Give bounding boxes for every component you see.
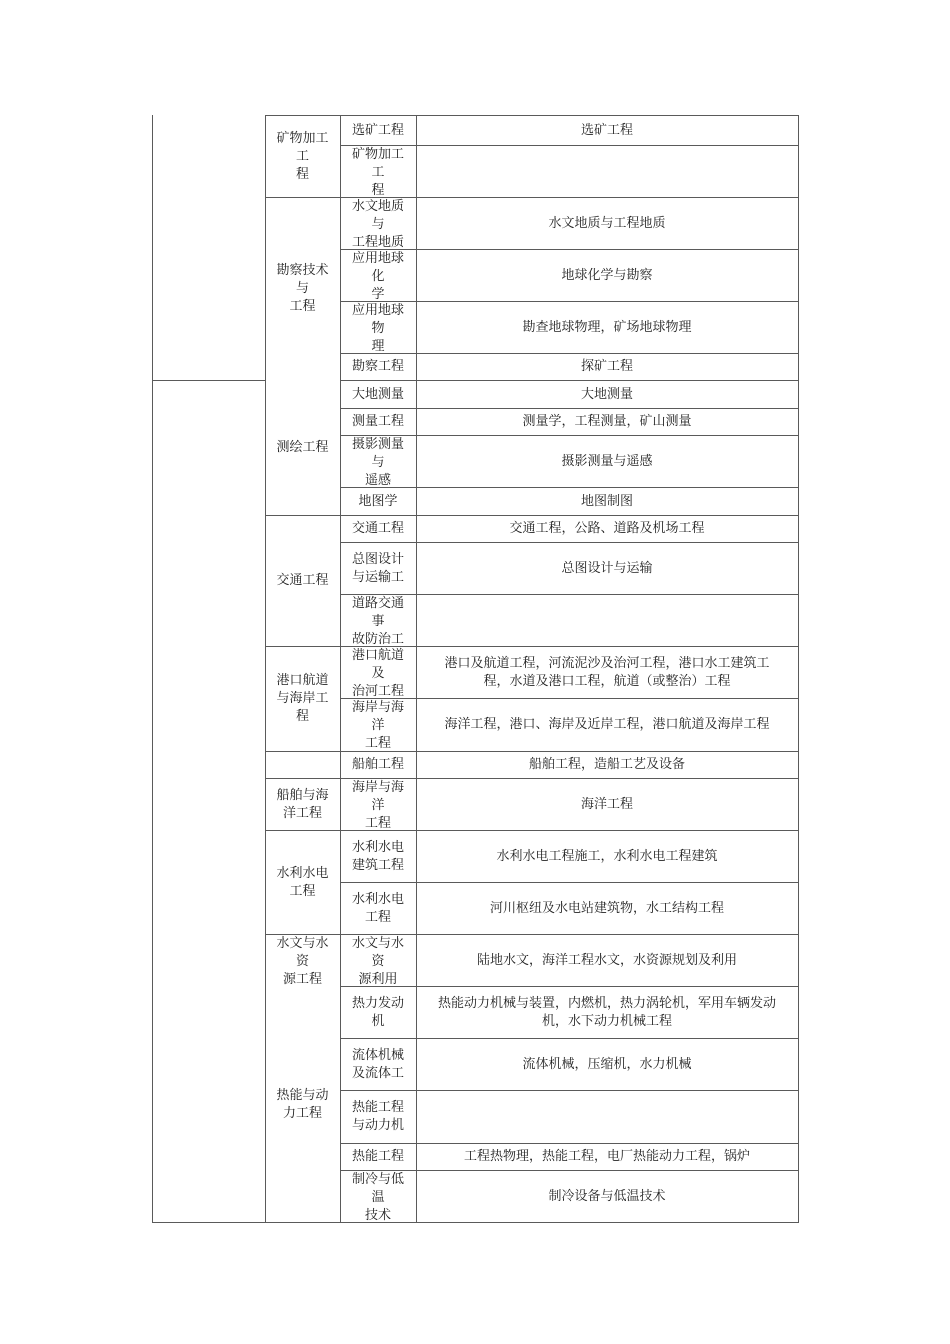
subject-detail: 摄影测量与遥感	[561, 454, 653, 469]
table-rule	[152, 115, 153, 1223]
group-label: 交通工程	[276, 573, 329, 588]
table-rule	[798, 115, 799, 1223]
subject-detail	[426, 595, 788, 646]
subject-name: 应用地球 物 理	[351, 303, 404, 353]
subject-detail: 流体机械，压缩机，水力机械	[522, 1057, 692, 1072]
subject-name: 海岸与海 洋 工程	[351, 780, 404, 830]
group-label: 热能与动 力工程	[276, 1088, 329, 1121]
subject-detail: 总图设计与运输	[561, 561, 653, 576]
subject-name: 热力发动 机	[351, 996, 404, 1029]
subject-name: 热能工程 与动力机	[351, 1100, 404, 1133]
subject-name: 制冷与低 温 技术	[351, 1172, 404, 1222]
subject-detail: 测量学，工程测量，矿山测量	[522, 414, 692, 429]
subject-detail: 勘查地球物理，矿场地球物理	[522, 320, 692, 335]
subject-name: 大地测量	[351, 387, 404, 402]
subject-name: 地图学	[358, 494, 398, 509]
subject-name: 热能工程	[351, 1149, 404, 1164]
subject-detail: 地图制图	[580, 494, 633, 509]
subject-name: 矿物加工 工 程	[351, 147, 404, 197]
subject-name: 测量工程	[351, 414, 404, 429]
subject-name: 摄影测量 与 遥感	[351, 437, 404, 487]
table-rule	[340, 115, 341, 1223]
subject-detail: 水利水电工程施工，水利水电工程建筑	[496, 849, 718, 864]
table-rule	[152, 1222, 799, 1223]
subject-name: 选矿工程	[351, 123, 404, 138]
group-label	[271, 752, 334, 778]
subject-name: 海岸与海 洋 工程	[351, 700, 404, 751]
subject-detail: 河川枢纽及水电站建筑物，水工结构工程	[489, 901, 724, 916]
subject-detail: 陆地水文，海洋工程水文，水资源规划及利用	[476, 953, 737, 968]
group-label: 勘察技术 与 工程	[276, 263, 329, 314]
table-rule	[265, 115, 266, 1223]
group-label: 港口航道 与海岸工 程	[276, 673, 329, 724]
subject-name: 应用地球 化 学	[351, 251, 404, 301]
subject-detail: 海洋工程，港口、海岸及近岸工程，港口航道及海岸工程	[444, 717, 770, 732]
table-rule	[152, 380, 265, 381]
subject-name: 水文地质 与 工程地质	[351, 199, 404, 249]
subject-name: 流体机械 及流体工	[351, 1048, 404, 1081]
subject-name: 交通工程	[351, 521, 404, 536]
subject-detail: 水文地质与工程地质	[548, 216, 666, 231]
subject-name: 港口航道 及 治河工程	[351, 648, 404, 698]
subject-detail: 热能动力机械与装置，内燃机，热力涡轮机，军用车辆发动 机，水下动力机械工程	[437, 996, 776, 1029]
subject-detail	[426, 1091, 788, 1143]
subject-name: 总图设计 与运输工	[351, 552, 404, 585]
subject-detail: 海洋工程	[580, 797, 633, 812]
subject-detail	[426, 146, 788, 197]
subject-detail: 交通工程，公路、道路及机场工程	[509, 521, 705, 536]
subject-detail: 选矿工程	[580, 123, 633, 138]
subject-detail: 港口及航道工程，河流泥沙及治河工程，港口水工建筑工 程，水道及港口工程，航道（或整治）工程	[444, 656, 770, 689]
subject-detail: 地球化学与勘察	[561, 268, 653, 283]
subject-name: 水利水电 工程	[351, 892, 404, 925]
subject-detail: 大地测量	[580, 387, 633, 402]
group-label: 水文与水 资 源工程	[276, 936, 329, 986]
subject-detail: 制冷设备与低温技术	[548, 1189, 666, 1204]
subject-name: 船舶工程	[351, 757, 404, 772]
subject-name: 水利水电 建筑工程	[351, 840, 404, 873]
subject-name: 水文与水 资 源利用	[351, 936, 404, 986]
subject-detail: 船舶工程，造船工艺及设备	[528, 757, 685, 772]
group-label: 测绘工程	[276, 440, 329, 455]
group-label: 水利水电 工程	[276, 866, 329, 899]
group-label: 船舶与海 洋工程	[276, 788, 329, 821]
subject-name: 勘察工程	[351, 359, 404, 374]
table-rule	[416, 115, 417, 1223]
subject-detail: 工程热物理，热能工程，电厂热能动力工程，锅炉	[463, 1149, 750, 1164]
subject-name: 道路交通 事 故防治工	[351, 596, 404, 646]
group-label: 矿物加工 工 程	[276, 131, 329, 182]
subject-detail: 探矿工程	[580, 359, 633, 374]
